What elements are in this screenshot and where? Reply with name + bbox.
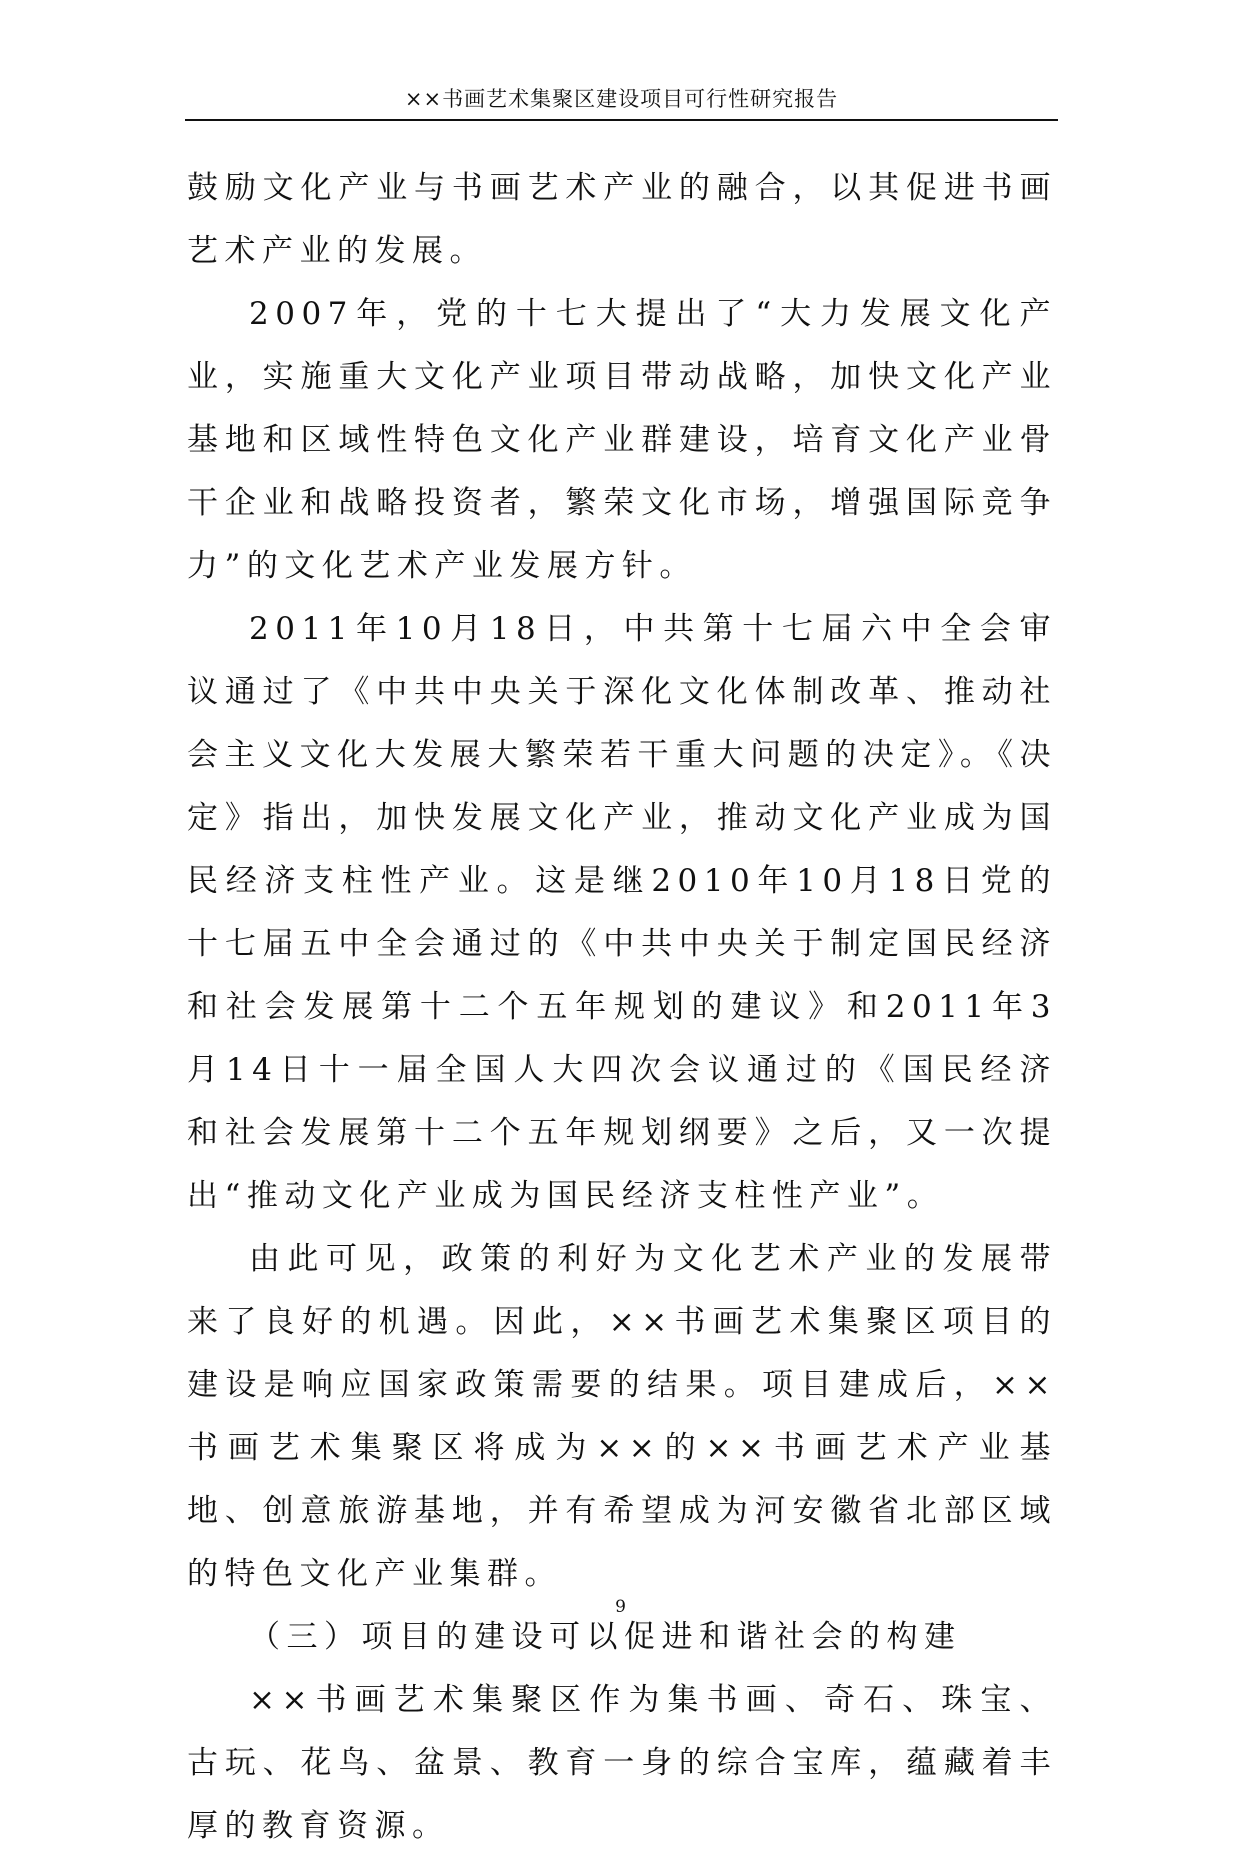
- page-number: 9: [615, 1597, 626, 1617]
- paragraph-plenary-decision: 2011年10月18日，中共第十七届六中全会审议通过了《中共中央关于深化文化体制改革、推动社会主义文化大发展大繁荣若干重大问题的决定》。《决定》指出，加快发展文化产业，推动文化产业成为国民经济支柱性产业。这是继2010年10月18日党的十七届五中全会通过的《中共中央关于制定国民经济和社会发展第十二个五年规划的建议》和2011年3月14日十一届全国人大四次会议通过的《国民经济和社会发展第十二个五年规划纲要》之后，又一次提出“推动文化产业成为国民经济支柱性产业”。: [187, 611, 1057, 1214]
- running-header: ××书画艺术集聚区建设项目可行性研究报告: [404, 87, 839, 111]
- paragraph-education-resources: ××书画艺术集聚区作为集书画、奇石、珠宝、古玩、花鸟、盆景、教育一身的综合宝库，蕴藏着丰厚的教育资源。: [187, 1682, 1057, 1844]
- section-heading-harmonious-society: （三）项目的建设可以促进和谐社会的构建: [249, 1619, 962, 1655]
- paragraph-17th-congress: 2007年，党的十七大提出了“大力发展文化产业，实施重大文化产业项目带动战略，加快文化产业基地和区域性特色文化产业群建设，培育文化产业骨干企业和战略投资者，繁荣文化市场，增强国际竞争力”的文化艺术产业发展方针。: [187, 296, 1057, 584]
- paragraph-policy-opportunity: 由此可见，政策的利好为文化艺术产业的发展带来了良好的机遇。因此，××书画艺术集聚区项目的建设是响应国家政策需要的结果。项目建成后，××书画艺术集聚区将成为××的××书画艺术产业基地、创意旅游基地，并有希望成为河安徽省北部区域的特色文化产业集群。: [187, 1241, 1057, 1592]
- header-divider: [185, 119, 1058, 121]
- paragraph-continued: 鼓励文化产业与书画艺术产业的融合，以其促进书画艺术产业的发展。: [187, 170, 1057, 269]
